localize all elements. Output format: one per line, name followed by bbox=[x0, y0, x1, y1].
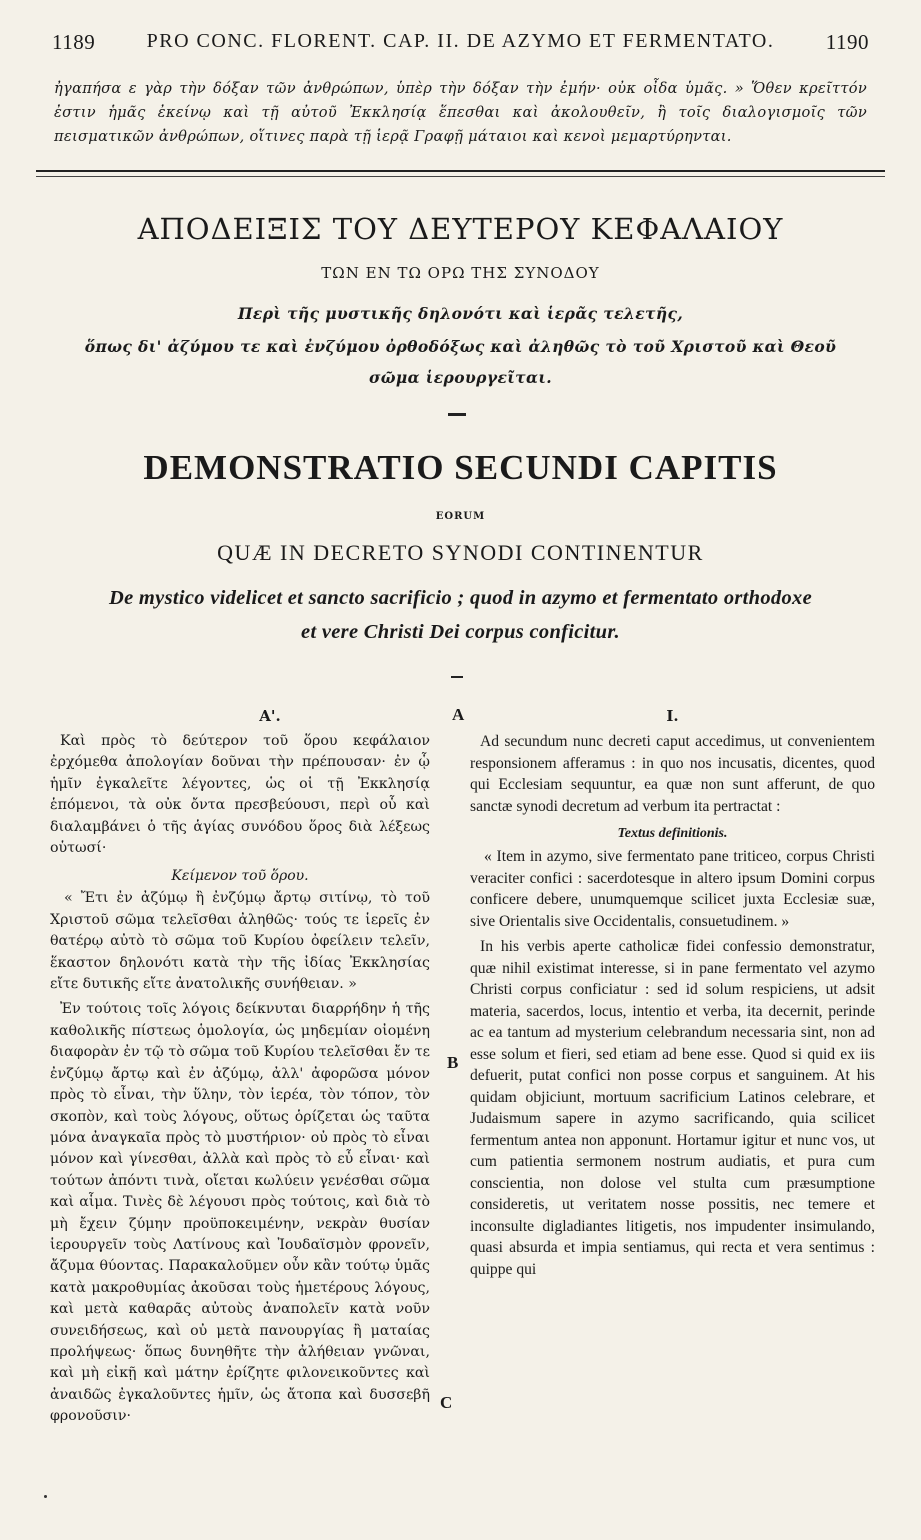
greek-paragraph-1: Καὶ πρὸς τὸ δεύτερον τοῦ ὅρου κεφάλαιον ἐρχόμεθα ἀπολογίαν δοῦναι τὴν πρέπουσαν· ἐν ᾧ ἡμῖν ἐγκαλεῖτε λέγοντες, ὡς οἱ τῇ Ἐκκλησίᾳ ἑπόμενοι, τὰ οὐκ ὄντα πρεσβεύουσι, περὶ οὗ καὶ διαλαμβάνει ὁ τῆς ἁγίας συνόδου ὅρος διὰ λέξεως οὑτωσί· bbox=[50, 733, 430, 857]
greek-paragraph-2: Ἐν τούτοις τοῖς λόγοις δείκνυται διαρρήδην ἡ τῆς καθολικῆς πίστεως ὁμολογία, ὡς μηδεμίαν οἰομένη διαφορὰν ἐν τῷ τὸ σῶμα τοῦ Κυρίου τελεῖσθαι ἔν τε ἐνζύμῳ ἄρτῳ καὶ ἐν ἀζύμῳ, ἀλλ' ἀφορῶσα μόνον πρὸς τὸ εἶναι, τὴν ὕλην, τὸν ἱερέα, τὸν τόπον, τὸν σκοπὸν, καὶ τοὺς λόγους, οὕτως ὁρίζεται ὡς ταῦτα μόνα ἀναγκαῖα πρὸς τὸ μυστήριον· οὐ πρὸς τὸ εἶναι μόνον καὶ γίνεσθαι, ἀλλὰ καὶ πρὸς τὸ εὖ εἶναι· καὶ τούτων ἀπόντι τινὰ, οἴεται κωλύειν γενέσθαι σῶμα καὶ αἷμα. Τινὲς δὲ λέγουσι πρὸς τούτοις, καὶ διὰ τὸ μὴ ἔχειν ζύμην προϋποκειμένην, νεκρὰν θυσίαν ἱερουργεῖν τοὺς Λατίνους καὶ Ἰουδαϊσμὸν φρονεῖν, ἄζυμα θύοντας. Παρακαλοῦμεν οὖν κἂν τούτῳ ὑμᾶς κατὰ μακροθυμίας ἀκοῦσαι τοὺς ἡμετέρους λόγους, καὶ μετὰ καθαρᾶς αὐτοὺς ἀναπολεῖν κατὰ νοῦν συνειδήσεως, καὶ οὐ μετὰ πανουργίας ἢ ματαίας προλήψεως· ὅπως δυνηθῆτε τὴν ἀλήθειαν γνῶναι, καὶ μὴ εἰκῇ καὶ μάτην ἐρίζητε φιλονεικοῦντες καὶ ἀναιδῶς ἐγκαλοῦντες ἡμῖν, ὡς ἄτοπα καὶ δυσσεβῆ φρονοῦσιν· bbox=[50, 1001, 430, 1425]
latin-section-title: DEMONSTRATIO SECUNDI CAPITIS bbox=[143, 448, 778, 487]
greek-column bbox=[50, 705, 430, 1428]
greek-section-subtitle: ΤΩΝ ΕΝ ΤΩ ΟΡΩ ΤΗΣ ΣΥΝΟΔΟΥ bbox=[321, 264, 600, 282]
latin-paragraph-1: Ad secundum nunc decreti caput accedimus, ut convenientem responsionem afferamus : in quo nos incusatis, dicentes, quod qui Ecclesiam sequuntur, ea quæ non sunt afferunt, de quo sanctæ synodi decretum ad verbum ita pertractat : bbox=[470, 733, 875, 815]
latin-text-subheading: Textus definitionis. bbox=[617, 826, 728, 841]
section-divider-thin bbox=[36, 176, 885, 177]
greek-text-subheading: Κείμενον τοῦ ὅρου. bbox=[171, 868, 309, 885]
greek-column-heading: Α'. bbox=[259, 707, 281, 725]
section-divider-thick bbox=[36, 170, 885, 172]
greek-decree-quote: « Ἔτι ἐν ἀζύμῳ ἢ ἐνζύμῳ ἄρτῳ σιτίνῳ, τὸ τοῦ Χριστοῦ σῶμα τελεῖσθαι ἀληθῶς· τούς τε ἱερεῖς ἐν θατέρῳ αὐτὸ τὸ σῶμα τοῦ Κυρίου ὀφείλειν τελεῖν, ἕκαστον δηλονότι κατὰ τὴν τῆς ἰδίας Ἐκκλησίας εἴτε δυτικῆς εἴτε ἀνατολικῆς συνήθειαν. » bbox=[50, 890, 430, 993]
top-greek-paragraph: ἠγαπήσα ε γὰρ τὴν δόξαν τῶν ἀνθρώπων, ὑπὲρ τὴν δόξαν τὴν ἐμήν· οὐκ οἶδα ὑμᾶς. » Ὅθεν κρεῖττόν ἐστιν ἡμᾶς ἐκείνῳ καὶ τῇ αὐτοῦ Ἐκκλησίᾳ ἕπεσθαι καὶ ἀκολουθεῖν, ἢ τοῖς διαλογισμοῖς τῶν πεισματικῶν ἀνθρώπων, οἵτινες παρὰ τῇ ἱερᾷ Γραφῇ μάταιοι καὶ κενοὶ μεμαρτύρηνται. bbox=[54, 79, 867, 145]
margin-marker-b: B bbox=[447, 1053, 459, 1072]
greek-section-title: ΑΠΟΔΕΙΞΙΣ ΤΟΥ ΔΕΥΤΕΡΟΥ ΚΕΦΑΛΑΙΟΥ bbox=[137, 212, 784, 246]
stray-ink-mark bbox=[44, 1495, 47, 1498]
margin-marker-a: A bbox=[452, 705, 465, 724]
margin-marker-c: C bbox=[440, 1393, 453, 1412]
latin-section-subtitle: QUÆ IN DECRETO SYNODI CONTINENTUR bbox=[217, 540, 704, 565]
latin-decree-quote: « Item in azymo, sive fermentato pane triticeo, corpus Christi veraciter confici : sacerdotesque in altero ipsum Domini corpus conficere debere, unumquemque scilicet juxta Ecclesiæ suæ, sive Orientalis sive Occidentalis, consuetudinem. » bbox=[470, 848, 875, 930]
page-number-left: 1189 bbox=[52, 30, 96, 54]
heading-separator bbox=[448, 413, 466, 416]
greek-description-line-1: Περὶ τῆς μυστικῆς δηλονότι καὶ ἱερᾶς τελετῆς, bbox=[237, 304, 684, 323]
greek-description-line-2: ὅπως δι' ἀζύμου τε καὶ ἐνζύμου ὀρθοδόξως καὶ ἀληθῶς τὸ τοῦ Χριστοῦ καὶ Θεοῦ bbox=[84, 337, 837, 356]
running-title: PRO CONC. FLORENT. CAP. II. DE AZYMO ET FERMENTATO. bbox=[146, 30, 775, 52]
latin-column bbox=[470, 705, 875, 1280]
latin-column-heading: I. bbox=[666, 707, 679, 725]
page-number-right: 1190 bbox=[825, 30, 869, 54]
latin-description-line-2: et vere Christi Dei corpus conficitur. bbox=[301, 621, 620, 643]
latin-description-line-1: De mystico videlicet et sancto sacrificio ; quod in azymo et fermentato orthodoxe bbox=[109, 587, 812, 609]
heading-separator-small bbox=[451, 676, 463, 678]
latin-eorum-label: EORUM bbox=[435, 511, 486, 522]
greek-description-line-3: σῶμα ἱερουργεῖται. bbox=[368, 368, 553, 387]
running-head bbox=[52, 30, 869, 54]
latin-paragraph-2: In his verbis aperte catholicæ fidei confessio demonstratur, quæ nihil existimat interesse, si in pane fermentato vel azymo Christi corpus conficiatur : sed id solum respiciens, ut adsit materia, sacerdos, locus, intentio et verba, ita decernit, perinde ac ea tantum ad mysterium celebrandum necessaria sint, non ad esse solum et fieri, sed etiam ad bene esse. Quod si quid ex iis defuerit, putat confici non posse corpus et sanguinem. At his quidam objiciunt, mortuum sacrificium Latinos celebrare, et Judaismum sapere in azymo sacrificando, quia scilicet fermentum antea non apponunt. Hortamur igitur et nunc vos, ut cum patientia sermonem nostrum audiatis, et pura cum conscientia, non dolose vel stulta cum præsumptione consideretis, ut veritatem nosse possitis, nec temere et inconsulte digladiantes litigetis, nos impudenter insimulando, quasi absurda et impia sentiamus, qui recta et vera sentimus : quippe qui bbox=[470, 938, 875, 1278]
